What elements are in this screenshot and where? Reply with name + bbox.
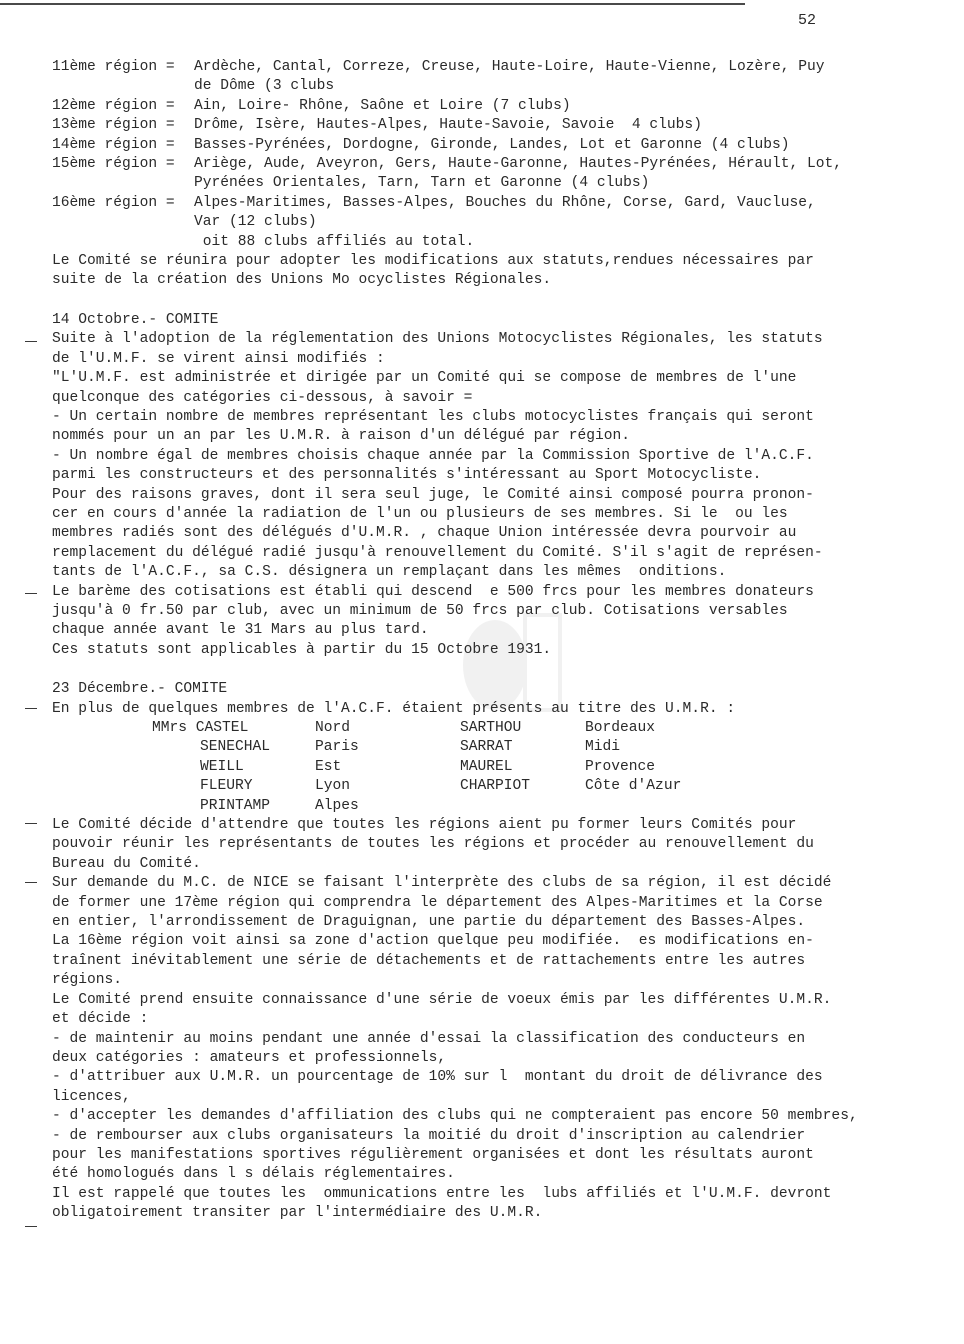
text-line: pouvoir réunir les représentants de toutes les régions et procéder au renouvellement du: [52, 836, 814, 853]
delegate-name: [460, 777, 585, 796]
margin-dash: [25, 341, 37, 342]
text-line: suite de la création des Unions Mo ocyclistes Régionales.: [52, 272, 552, 289]
margin-dash: [25, 823, 37, 824]
text-line: cer en cours d'année la radiation de l'un ou plusieurs de ses membres. Si le ou les: [52, 505, 788, 522]
text-line: licences,: [52, 1088, 131, 1105]
regions-list: [52, 58, 937, 252]
text-line: pour les manifestations sportives régulièrement organisées et dont les résultats auront: [52, 1146, 814, 1163]
text-line: parmi les constructeurs et des personnalités s'intéressant au Sport Motocycliste.: [52, 467, 762, 484]
delegate-name: [460, 758, 585, 777]
text-line: en entier, l'arrondissement de Draguignan, une partie du département des Basses-Alpes.: [52, 914, 806, 931]
text-line: Suite à l'adoption de la réglementation des Unions Motocyclistes Régionales, les statuts: [52, 331, 823, 348]
delegate-name: [460, 738, 585, 757]
delegate-name-text: SENECHAL: [200, 739, 271, 756]
region-entry: [52, 136, 937, 155]
region-entry: [52, 194, 937, 213]
text-line: jusqu'à 0 fr.50 par club, avec un minimum de 50 frcs par club. Cotisations versables: [52, 602, 788, 619]
region-departments: Ariège, Aude, Aveyron, Gers, Haute-Garonne, Hautes-Pyrénées, Hérault, Lot,: [194, 156, 843, 173]
text-line: - de maintenir au moins pendant une année d'essai la classification des conducteurs en: [52, 1030, 806, 1047]
delegate-name: [200, 797, 315, 816]
region-departments: Basses-Pyrénées, Dordogne, Gironde, Landes, Lot et Garonne (4 clubs): [194, 136, 790, 153]
region-label: 16ème région =: [52, 194, 175, 211]
delegate-name-text: CHARPIOT: [460, 778, 531, 795]
text-line: Le barème des cotisations est établi qui descend e 500 frcs pour les membres donateurs: [52, 583, 814, 600]
intro-paragraph: [52, 252, 937, 291]
delegate-name-text: MAUREL: [460, 758, 513, 775]
delegate-region: Bordeaux: [585, 720, 656, 736]
region-label: 14ème région =: [52, 136, 175, 153]
text-line: Pour des raisons graves, dont il sera seul juge, le Comité ainsi composé pourra pronon-: [52, 486, 814, 503]
delegate-name-text: PRINTAMP: [200, 797, 271, 814]
delegates-table: [152, 719, 937, 816]
region-departments: Alpes-Maritimes, Basses-Alpes, Bouches du Rhône, Corse, Gard, Vaucluse,: [194, 194, 816, 211]
region-departments: Ain, Loire- Rhône, Saône et Loire (7 clubs): [194, 97, 571, 114]
text-line: deux catégories : amateurs et professionnels,: [52, 1049, 447, 1066]
delegate-name: [460, 719, 585, 738]
section-heading: 14 Octobre.- COMITE: [52, 311, 219, 328]
text-line: traînent inévitablement une série de détachements et de rattachements entre les autres: [52, 952, 806, 969]
region-departments-cont: Var (12 clubs): [194, 214, 317, 231]
delegate-name: [200, 758, 315, 777]
region-label: 12ème région =: [52, 97, 175, 114]
delegate-region: Nord: [315, 720, 351, 736]
delegate-region: Provence: [585, 758, 656, 775]
text-line: Sur demande du M.C. de NICE se faisant l'interprète des clubs de sa région, il est décidé: [52, 875, 832, 892]
delegate-name: [200, 738, 315, 757]
december-section: [52, 680, 937, 1223]
text-line: La 16ème région voit ainsi sa zone d'action quelque peu modifiée. es modifications en-: [52, 933, 814, 950]
margin-dash: [25, 1226, 37, 1227]
text-line: tants de l'A.C.F., sa C.S. désignera un remplaçant dans les mêmes onditions.: [52, 564, 727, 581]
margin-dash: [25, 593, 37, 594]
delegate-region: Est: [315, 758, 342, 775]
text-line: - d'accepter les demandes d'affiliation des clubs qui ne compteraient pas encore 50 membres,: [52, 1108, 858, 1125]
delegates-prefix: MMrs: [152, 720, 188, 736]
text-line: - Un nombre égal de membres choisis chaque année par la Commission Sportive de l'A.C.F.: [52, 447, 814, 464]
margin-dash: [25, 882, 37, 883]
delegate-name: [152, 719, 315, 738]
region-entry: [52, 155, 937, 174]
section-heading: 23 Décembre.- COMITE: [52, 681, 228, 698]
text-line: - d'attribuer aux U.M.R. un pourcentage de 10% sur l montant du droit de délivrance des: [52, 1069, 823, 1086]
text-line: et décide :: [52, 1011, 149, 1028]
delegate-name-text: FLEURY: [200, 778, 253, 795]
delegate-region: Paris: [315, 739, 359, 756]
delegate-name-text: WEILL: [200, 758, 244, 775]
region-departments: Ardèche, Cantal, Correze, Creuse, Haute-Loire, Haute-Vienne, Lozère, Puy: [194, 59, 825, 75]
delegate-name-text: CASTEL: [195, 720, 249, 736]
delegate-name-text: SARTHOU: [460, 720, 522, 736]
delegate-region: Alpes: [315, 797, 359, 814]
text-line: Ces statuts sont applicables à partir du 15 Octobre 1931.: [52, 641, 552, 658]
delegate-name: [200, 777, 315, 796]
region-label: 15ème région =: [52, 156, 175, 173]
region-entry: [52, 116, 937, 135]
region-label: 11ème région =: [52, 59, 175, 75]
text-line: Bureau du Comité.: [52, 855, 201, 872]
text-line: de l'U.M.F. se virent ainsi modifiés :: [52, 350, 385, 367]
delegate-region: Midi: [585, 739, 621, 756]
text-line: - de rembourser aux clubs organisateurs la moitié du droit d'inscription au calendrier: [52, 1127, 806, 1144]
october-section: [52, 311, 937, 660]
top-rule: [0, 3, 745, 5]
region-departments-cont: de Dôme (3 clubs: [194, 78, 335, 95]
page-number: 52: [798, 12, 817, 29]
margin-dash: [25, 708, 37, 709]
region-label: 13ème région =: [52, 117, 175, 134]
document-body: [52, 58, 937, 1224]
text-line: obligatoirement transiter par l'intermédiaire des U.M.R.: [52, 1205, 543, 1222]
delegate-name-text: SARRAT: [460, 739, 513, 756]
delegate-region: Lyon: [315, 778, 351, 795]
text-line: de former une 17ème région qui comprendra le département des Alpes-Maritimes et la Corse: [52, 894, 823, 911]
delegate-region: Côte d'Azur: [585, 778, 682, 795]
text-line: - Un certain nombre de membres représentant les clubs motocyclistes français qui seront: [52, 408, 814, 425]
region-entry: [52, 58, 937, 77]
text-line: Le Comité décide d'attendre que toutes les régions aient pu former leurs Comités pour: [52, 817, 797, 834]
region-departments-cont: oit 88 clubs affiliés au total.: [194, 233, 475, 250]
text-line: chaque année avant le 31 Mars au plus tard.: [52, 622, 429, 639]
text-line: Le Comité se réunira pour adopter les modifications aux statuts,rendues nécessaires par: [52, 253, 814, 270]
text-line: régions.: [52, 972, 123, 989]
region-departments: Drôme, Isère, Hautes-Alpes, Haute-Savoie, Savoie 4 clubs): [194, 117, 702, 134]
region-departments-cont: Pyrénées Orientales, Tarn, Tarn et Garonne (4 clubs): [194, 175, 650, 192]
text-line: En plus de quelques membres de l'A.C.F. étaient présents au titre des U.M.R. :: [52, 700, 736, 717]
text-line: membres radiés sont des délégués d'U.M.R. , chaque Union intéressée devra pourvoir au: [52, 525, 797, 542]
text-line: été homologués dans l s délais réglementaires.: [52, 1166, 455, 1183]
text-line: nommés pour un an par les U.M.R. à raison d'un délégué par région.: [52, 428, 631, 445]
text-line: quelconque des catégories ci-dessous, à savoir =: [52, 389, 473, 406]
text-line: remplacement du délégué radié jusqu'à renouvellement du Comité. S'il s'agit de représen-: [52, 544, 823, 561]
text-line: Il est rappelé que toutes les ommunications entre les lubs affiliés et l'U.M.F. devront: [52, 1185, 832, 1202]
text-line: "L'U.M.F. est administrée et dirigée par un Comité qui se compose de membres de l'une: [52, 370, 797, 387]
text-line: Le Comité prend ensuite connaissance d'une série de voeux émis par les différentes U.M.R.: [52, 991, 832, 1008]
region-entry: [52, 97, 937, 116]
